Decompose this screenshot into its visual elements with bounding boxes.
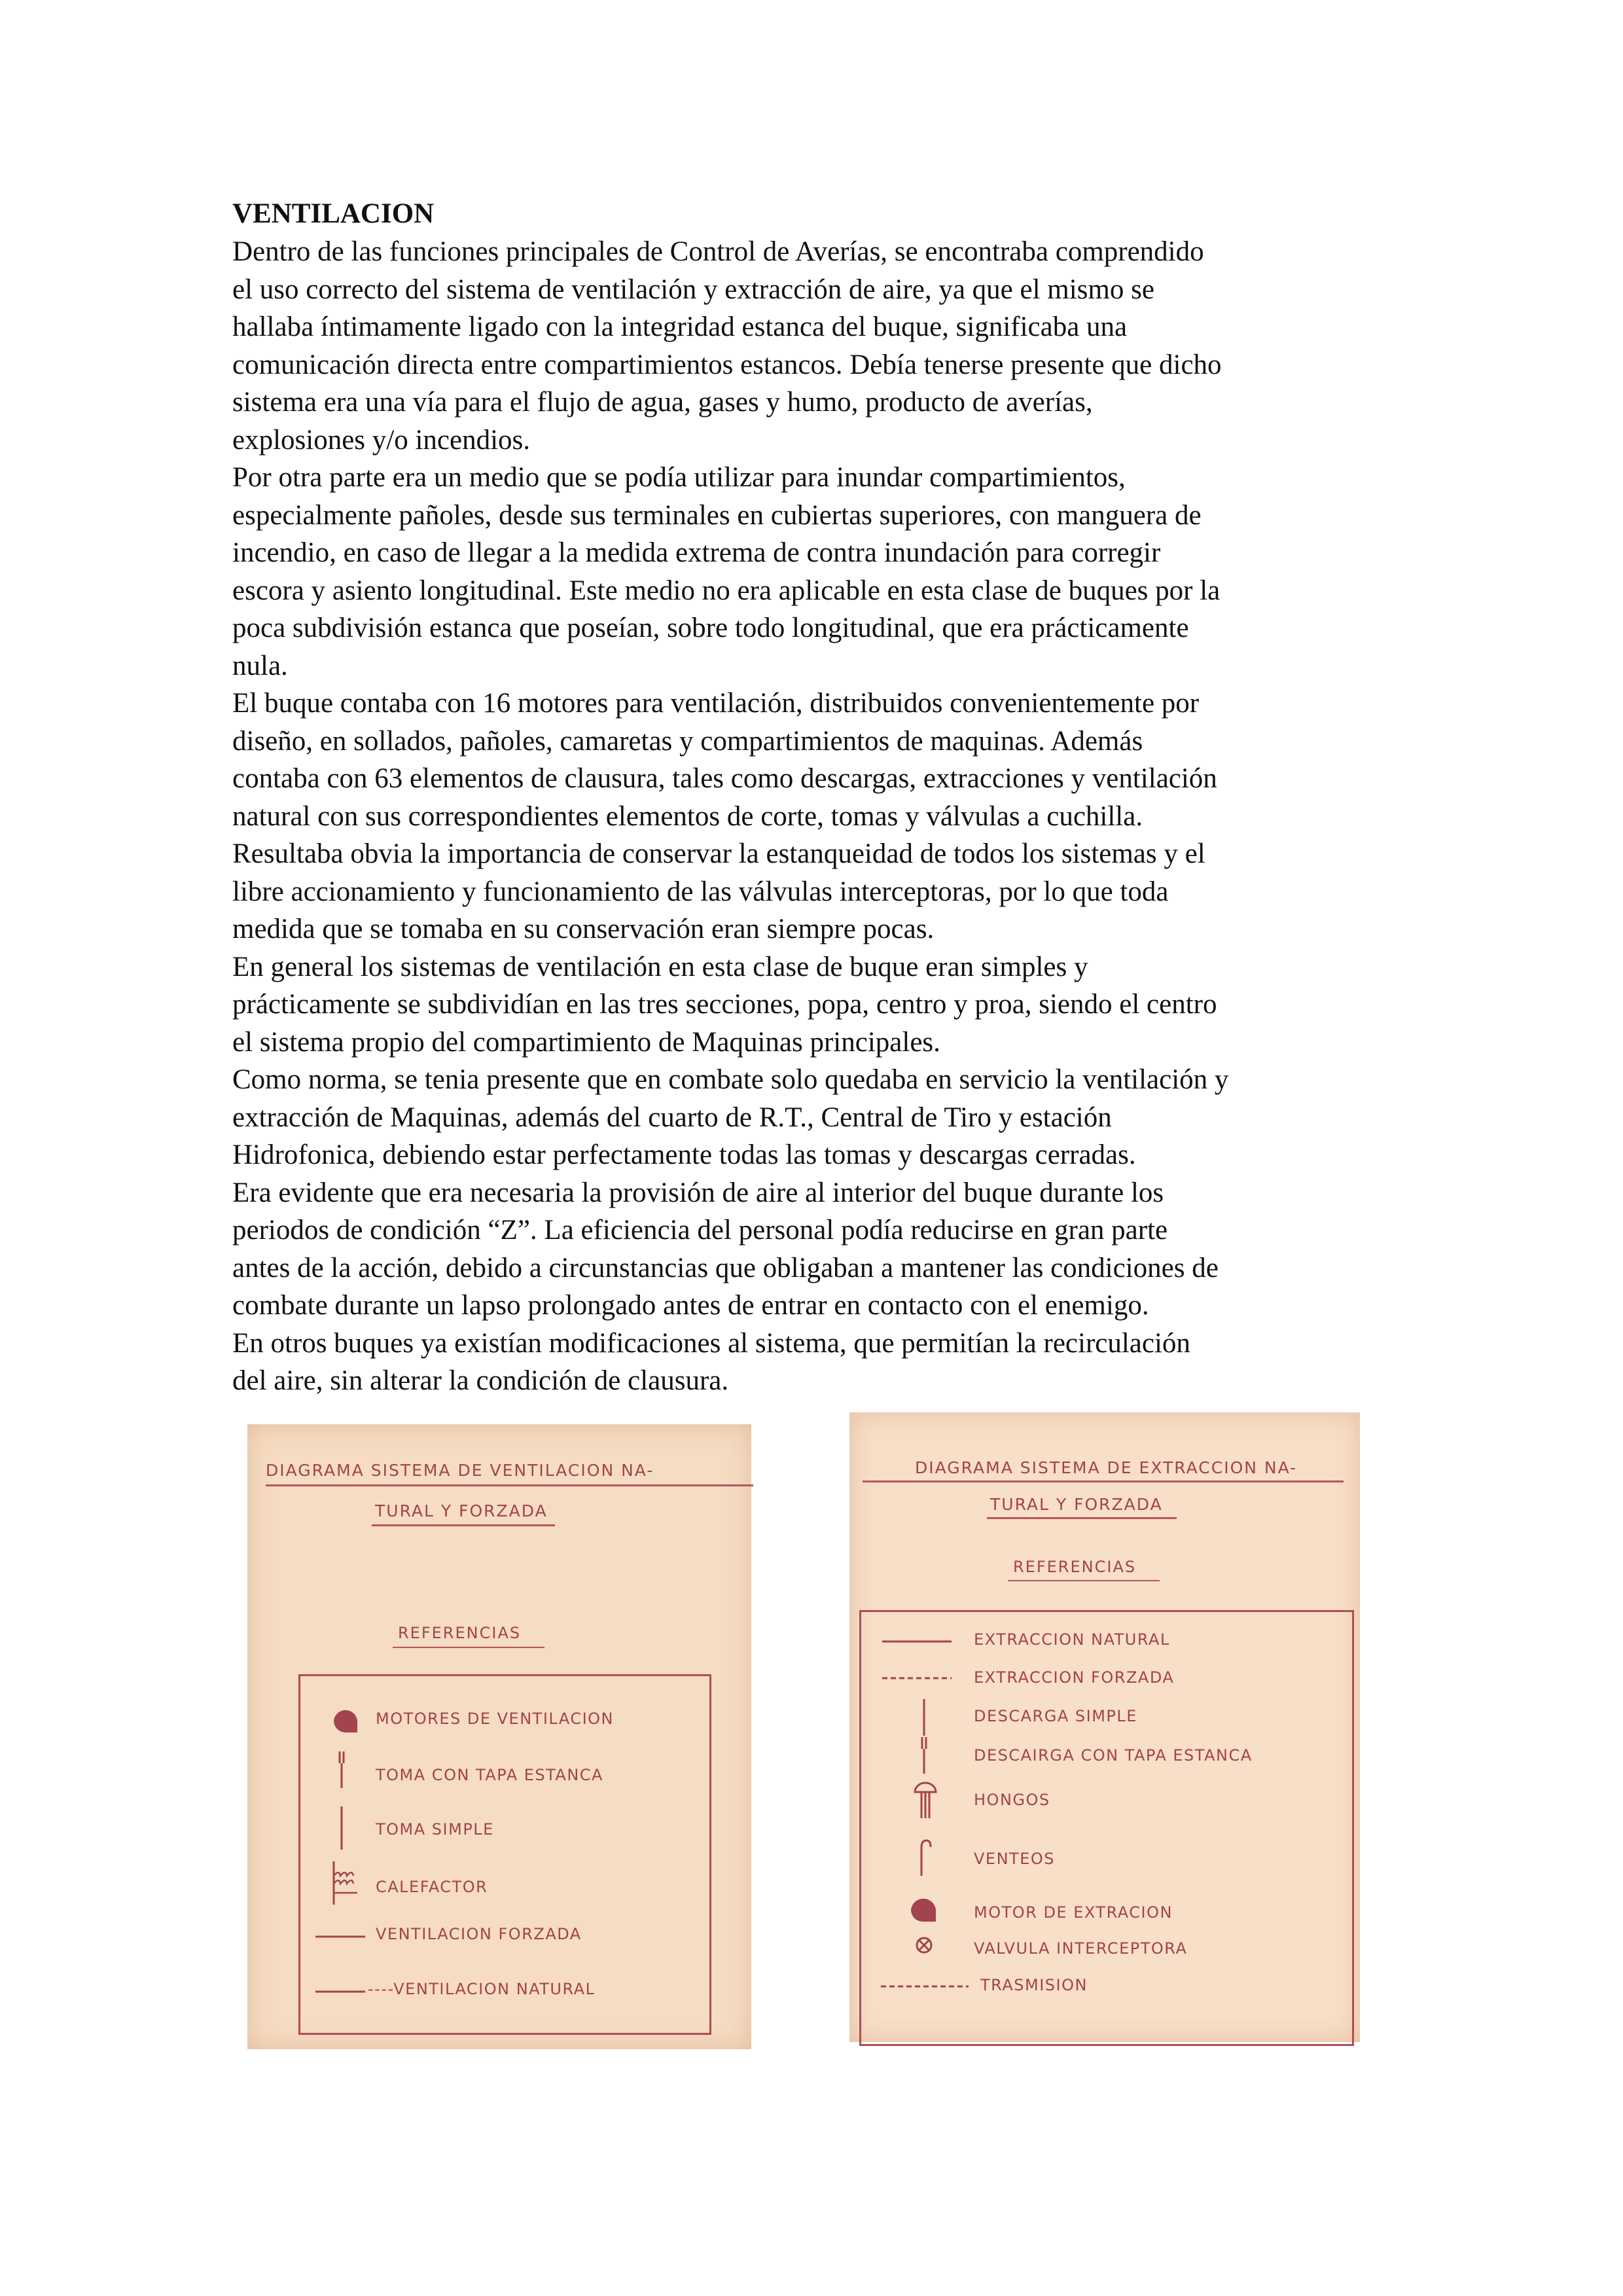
references-underline [393, 1647, 544, 1648]
mushroom-vent-icon [912, 1782, 938, 1821]
legend-label: DESCAIRGA CON TAPA ESTANCA [974, 1746, 1253, 1765]
document-body [232, 195, 1404, 1400]
paragraph: Era evidente que era necesaria la provisión de aire al interior del buque durante los periodos de condición “Z”. La eficiencia del personal podía reducirse en gran parte antes de la acción, debido a circunstancias que obligaban a mantener las condiciones de combate durante un lapso prolongado antes de entrar en contacto con el enemigo. [232, 1177, 1219, 1321]
diagram-heading-line1: DIAGRAMA SISTEMA DE EXTRACCION NA- [915, 1458, 1298, 1477]
legend-label: VENTEOS [974, 1850, 1055, 1868]
double-bar-icon [336, 1750, 349, 1789]
paragraph: Dentro de las funciones principales de Control de Averías, se encontraba comprendido el uso correcto del sistema de ventilación y extracción de aire, ya que el mismo se hallaba íntimamente ligado con la integridad estanca del buque, significaba una comunicación directa entre compartimientos estancos. Debía tenerse presente que dicho sistema era una vía para el flujo de agua, gases y humo, producto de averías, explosiones y/o incendios. [232, 236, 1222, 456]
legend-label: EXTRACCION NATURAL [974, 1630, 1170, 1649]
legend-label: MOTOR DE EXTRACION [974, 1903, 1173, 1922]
legend-label: VALVULA INTERCEPTORA [974, 1939, 1188, 1958]
paragraph: En general los sistemas de ventilación en esta clase de buque eran simples y prácticamente se subdividían en las tres secciones, popa, centro y proa, siendo el centro el sistema propio del compartimiento de Maquinas principales. [232, 951, 1217, 1058]
heading-underline [266, 1484, 753, 1486]
ventilation-diagram-scan [247, 1424, 751, 2049]
heater-coil-icon [329, 1861, 360, 1907]
legend-label: MOTORES DE VENTILACION [376, 1710, 614, 1728]
fan-motor-icon [908, 1897, 938, 1923]
legend-label: CALEFACTOR [376, 1878, 488, 1896]
heading-underline [987, 1517, 1177, 1519]
paragraph: El buque contaba con 16 motores para ventilación, distribuidos convenientemente por diseño, en sollados, pañoles, camaretas y compartimientos de maquinas. Además contaba con 63 elementos de clausura, tales como descargas, extracciones y ventilación natural con sus correspondientes elementos de corte, tomas y válvulas a cuchilla. [232, 688, 1217, 832]
heading-underline [372, 1524, 555, 1526]
fan-motor-icon [331, 1708, 360, 1734]
references-title: REFERENCIAS [1013, 1558, 1137, 1576]
solid-line-icon [882, 1639, 954, 1644]
diagram-heading-line2: TURAL Y FORZADA [375, 1501, 548, 1520]
references-title: REFERENCIAS [398, 1624, 522, 1642]
interceptor-valve-icon [915, 1936, 935, 1956]
legend-label: TOMA SIMPLE [376, 1820, 494, 1839]
heading-underline [863, 1480, 1344, 1482]
legend-label: DESCARGA SIMPLE [974, 1707, 1137, 1725]
legend-label: TOMA CON TAPA ESTANCA [376, 1766, 603, 1784]
legend-label: TRASMISION [980, 1976, 1088, 1994]
solid-line-icon [315, 1934, 368, 1939]
paragraph: Como norma, se tenia presente que en combate solo quedaba en servicio la ventilación y extracción de Maquinas, además del cuarto de R.T., Central de Tiro y estación Hidrofonica, debiendo estar perfectamente todas las tomas y descargas cerradas. [232, 1064, 1229, 1170]
document-title: VENTILACION [232, 198, 435, 229]
single-bar-icon [336, 1805, 349, 1851]
diagram-heading-line1: DIAGRAMA SISTEMA DE VENTILACION NA- [266, 1461, 654, 1480]
single-bar-icon [919, 1698, 932, 1737]
extraction-diagram-scan [849, 1412, 1360, 2042]
paragraph: Resultaba obvia la importancia de conservar la estanqueidad de todos los sistemas y el libre accionamiento y funcionamiento de las válvulas interceptoras, por lo que toda medida que se tomaba en su conservación eran siempre pocas. [232, 838, 1205, 944]
vent-hook-icon [916, 1838, 936, 1877]
legend-label: HONGOS [974, 1791, 1050, 1809]
legend-label: EXTRACCION FORZADA [974, 1668, 1175, 1687]
dashed-line-icon [882, 1676, 954, 1681]
paragraph: Por otra parte era un medio que se podía utilizar para inundar compartimientos, especialmente pañoles, desde sus terminales en cubiertas superiores, con manguera de incendio, en caso de llegar a la medida extrema de contra inundación para corregir escora y asiento longitudinal. Este medio no era aplicable en esta clase de buques por la poca subdivisión estanca que poseían, sobre todo longitudinal, que era prácticamente nula. [232, 462, 1221, 681]
double-bar-icon [919, 1736, 932, 1775]
legend-label: ----VENTILACION NATURAL [368, 1980, 596, 1998]
dashed-line-icon [315, 1989, 368, 1994]
dashed-line-icon [881, 1984, 972, 1989]
legend-label: VENTILACION FORZADA [376, 1925, 582, 1943]
references-underline [1008, 1580, 1160, 1581]
paragraph: En otros buques ya existían modificaciones al sistema, que permitían la recirculación del aire, sin alterar la condición de clausura. [232, 1327, 1190, 1396]
diagram-heading-line2: TURAL Y FORZADA [990, 1495, 1163, 1514]
